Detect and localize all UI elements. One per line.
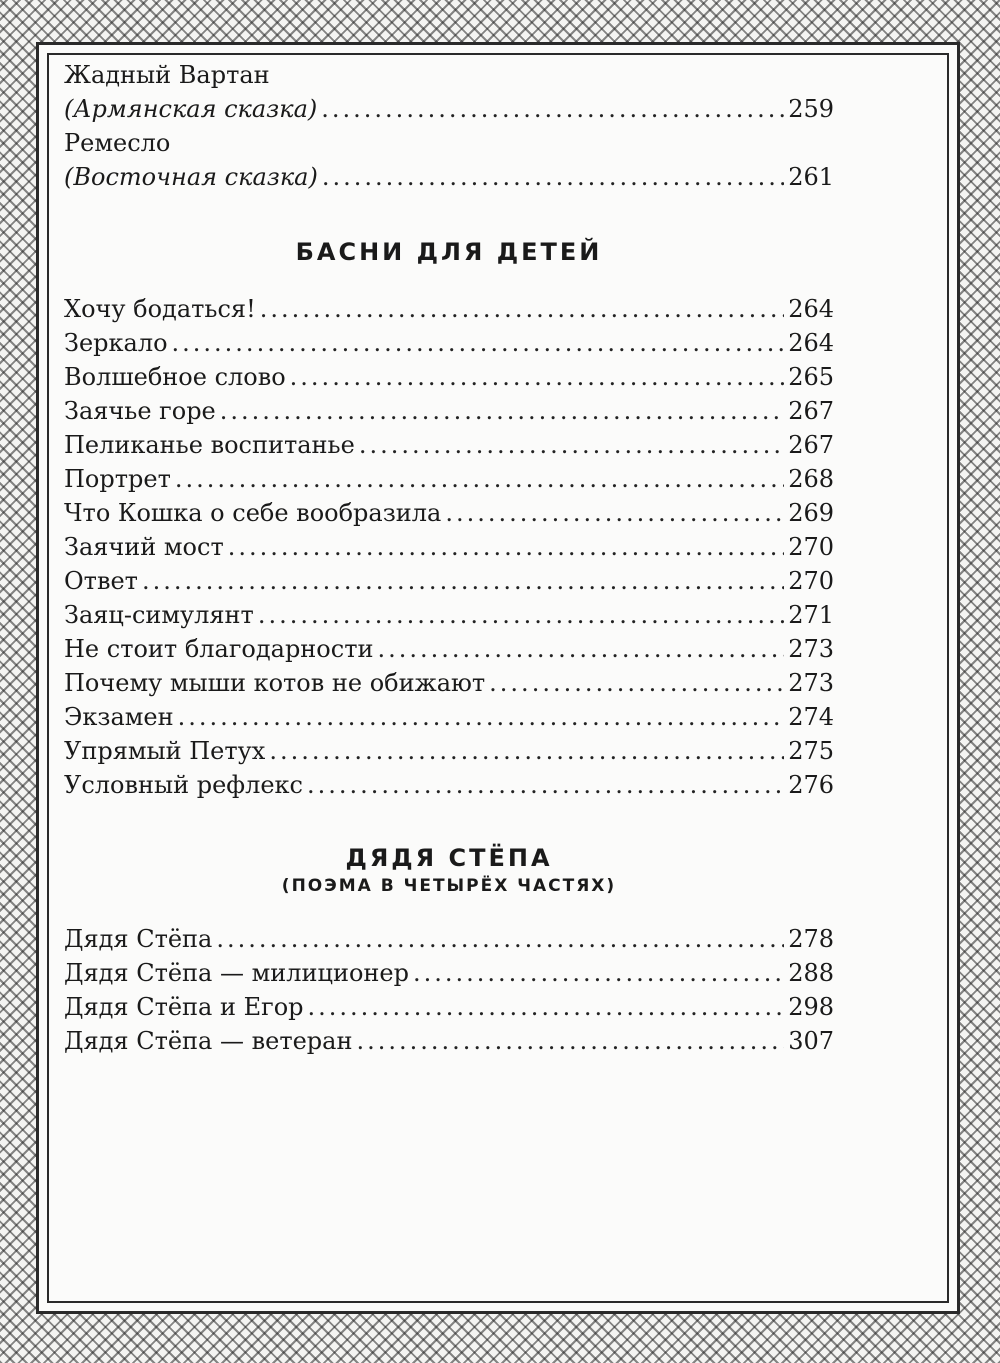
toc-entry-page: 264 <box>788 295 834 323</box>
toc-entry <box>64 394 834 428</box>
dot-leader <box>269 734 784 768</box>
dot-leader <box>489 666 784 700</box>
toc-entry-greedy-vartan <box>64 58 834 126</box>
toc-entry <box>64 496 834 530</box>
toc-entry-page: 278 <box>788 925 834 953</box>
toc-entry-page: 288 <box>788 959 834 987</box>
toc-entry <box>64 956 834 990</box>
toc-entry-page: 273 <box>788 669 834 697</box>
toc-entry-page: 307 <box>788 1027 834 1055</box>
toc-entry <box>64 292 834 326</box>
toc-entry-page: 259 <box>788 95 834 123</box>
dot-leader <box>322 160 784 194</box>
toc-entry-title: Хочу бодаться! <box>64 295 256 323</box>
toc-entry-subtitle: (Восточная сказка) <box>64 163 318 191</box>
toc-entry-page: 270 <box>788 567 834 595</box>
toc-entry-title: Заячье горе <box>64 397 216 425</box>
dot-leader <box>175 462 784 496</box>
toc-entry-page: 273 <box>788 635 834 663</box>
toc-entry-title: Зеркало <box>64 329 168 357</box>
toc-entry-title: Дядя Стёпа и Егор <box>64 993 304 1021</box>
toc-entry-title: Что Кошка о себе вообразила <box>64 499 442 527</box>
toc-entry <box>64 666 834 700</box>
section-heading-fables: БАСНИ ДЛЯ ДЕТЕЙ <box>295 238 603 266</box>
dot-leader <box>258 598 784 632</box>
toc-entry <box>64 1024 834 1058</box>
toc-entry-page: 298 <box>788 993 834 1021</box>
dot-leader <box>413 956 784 990</box>
toc-entry-page: 265 <box>788 363 834 391</box>
toc-entry-page: 268 <box>788 465 834 493</box>
toc-entry <box>64 632 834 666</box>
toc-entry-title: Пеликанье воспитанье <box>64 431 355 459</box>
toc-entry-title: Не стоит благодарности <box>64 635 374 663</box>
toc-entry-subtitle: (Армянская сказка) <box>64 95 318 123</box>
toc-entry-title: Упрямый Петух <box>64 737 266 765</box>
toc-entry-title: Условный рефлекс <box>64 771 303 799</box>
toc-entry-title: Дядя Стёпа — ветеран <box>64 1027 353 1055</box>
toc-entry <box>64 700 834 734</box>
toc-entry-title: Ответ <box>64 567 138 595</box>
table-of-contents <box>64 58 834 1058</box>
dot-leader <box>321 92 784 126</box>
toc-entry <box>64 922 834 956</box>
toc-entry-page: 267 <box>788 397 834 425</box>
dot-leader <box>445 496 784 530</box>
toc-entry-title: Экзамен <box>64 703 174 731</box>
section-heading-uncle-styopa: ДЯДЯ СТЁПА <box>345 844 553 872</box>
toc-entry-title: Дядя Стёпа — милиционер <box>64 959 409 987</box>
toc-entry-title: Портрет <box>64 465 171 493</box>
dot-leader <box>228 530 784 564</box>
toc-entry <box>64 564 834 598</box>
dot-leader <box>178 700 784 734</box>
toc-entry-page: 267 <box>788 431 834 459</box>
toc-entry-title: Ремесло <box>64 129 171 157</box>
toc-entry <box>64 360 834 394</box>
toc-entry <box>64 530 834 564</box>
toc-entry-page: 264 <box>788 329 834 357</box>
toc-entry-title: Жадный Вартан <box>64 61 270 89</box>
dot-leader <box>356 1024 784 1058</box>
toc-entry-title: Дядя Стёпа <box>64 925 213 953</box>
toc-entry-page: 269 <box>788 499 834 527</box>
uncle-styopa-list <box>64 922 834 1058</box>
dot-leader <box>290 360 784 394</box>
fables-list <box>64 292 834 802</box>
toc-entry-page: 276 <box>788 771 834 799</box>
toc-entry-page: 271 <box>788 601 834 629</box>
dot-leader <box>216 922 784 956</box>
dot-leader <box>307 768 784 802</box>
toc-entry <box>64 326 834 360</box>
toc-entry <box>64 428 834 462</box>
toc-entry <box>64 768 834 802</box>
toc-entry <box>64 462 834 496</box>
toc-entry-page: 275 <box>788 737 834 765</box>
toc-entry <box>64 990 834 1024</box>
toc-entry <box>64 598 834 632</box>
toc-entry-title: Волшебное слово <box>64 363 286 391</box>
toc-entry-title: Заяц-симулянт <box>64 601 254 629</box>
toc-entry-title: Почему мыши котов не обижают <box>64 669 486 697</box>
toc-entry-craft <box>64 126 834 194</box>
dot-leader <box>377 632 784 666</box>
dot-leader <box>308 990 784 1024</box>
toc-entry-page: 261 <box>788 163 834 191</box>
toc-entry-page: 274 <box>788 703 834 731</box>
toc-entry-title: Заячий мост <box>64 533 224 561</box>
dot-leader <box>359 428 784 462</box>
dot-leader <box>220 394 784 428</box>
dot-leader <box>260 292 784 326</box>
section-subheading: (ПОЭМА В ЧЕТЫРЁХ ЧАСТЯХ) <box>281 876 617 896</box>
toc-entry-page: 270 <box>788 533 834 561</box>
toc-entry <box>64 734 834 768</box>
dot-leader <box>142 564 784 598</box>
dot-leader <box>172 326 784 360</box>
